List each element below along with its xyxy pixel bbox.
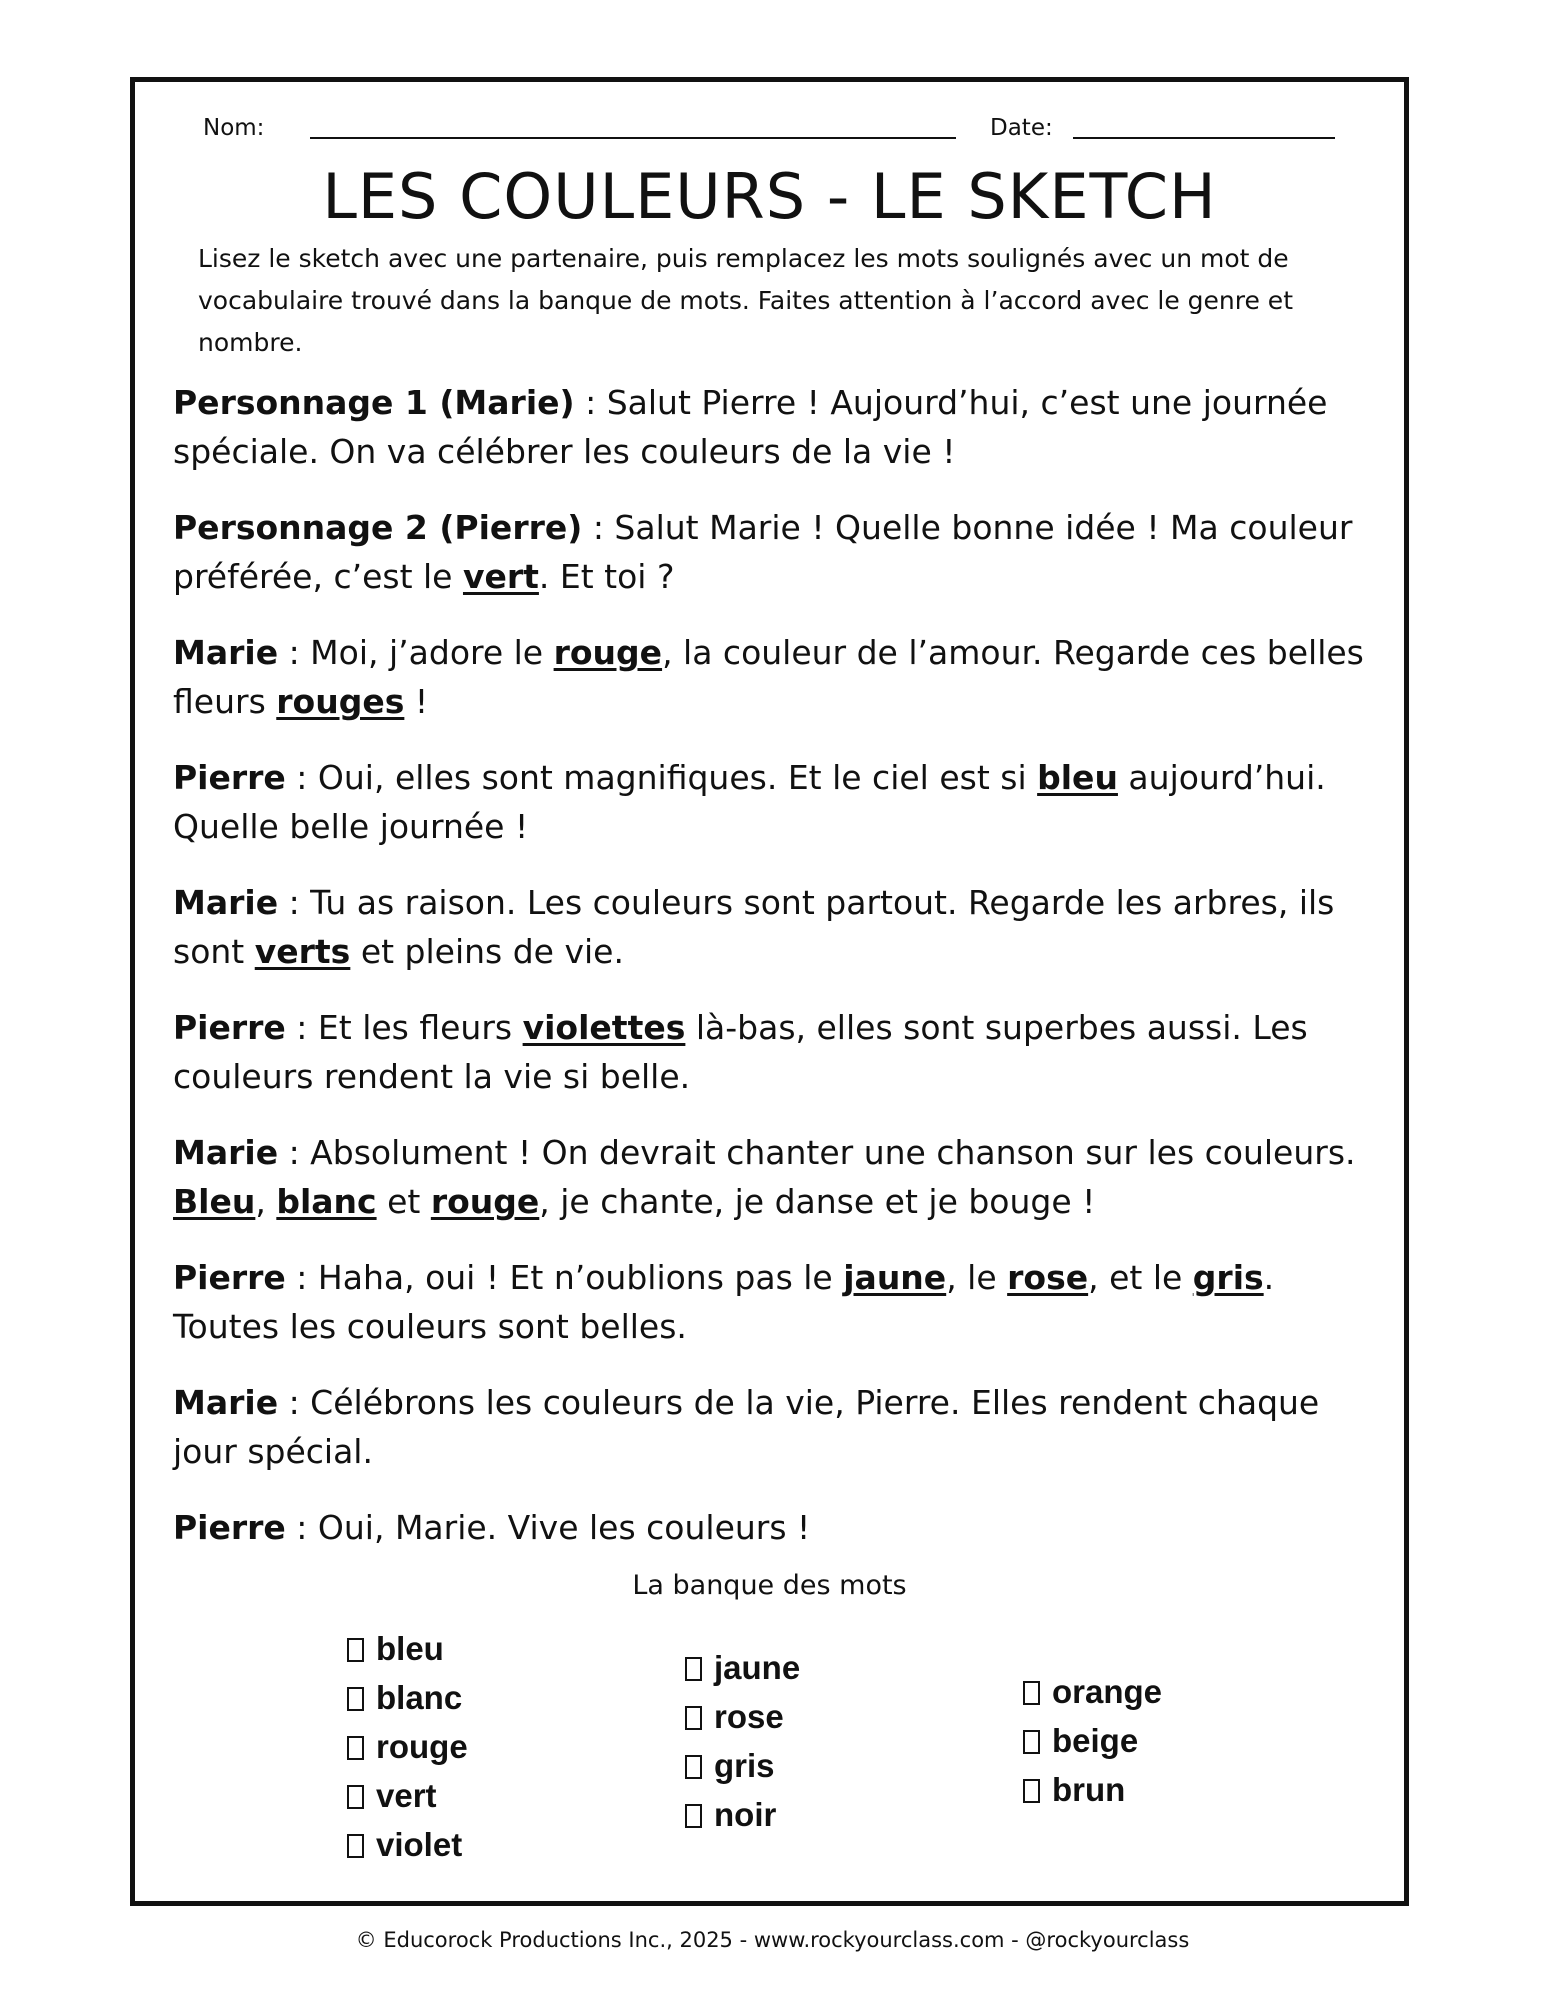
date-field[interactable] (1073, 137, 1335, 139)
checkbox-icon[interactable] (347, 1785, 364, 1809)
word-bank-word: blanc (376, 1679, 463, 1716)
word-bank-title: La banque des mots (632, 1570, 907, 1601)
dialogue-text: : Salut Pierre ! Aujourd’hui, c’est une journée spéciale. On va célébrer les couleurs de la vie ! (173, 383, 1328, 471)
underlined-word: violettes (522, 1008, 686, 1047)
underlined-word: rouge (553, 633, 663, 672)
speaker-name: Pierre (173, 1008, 286, 1047)
word-bank-item[interactable] (685, 1643, 800, 1692)
underlined-word: gris (1192, 1258, 1264, 1297)
dialogue-text: , et le (1088, 1258, 1193, 1297)
underlined-word: jaune (843, 1258, 947, 1297)
word-bank-word: beige (1052, 1722, 1139, 1759)
word-bank-item[interactable] (347, 1673, 468, 1722)
dialogue-text: : Moi, j’adore le (278, 633, 554, 672)
word-bank-item[interactable] (347, 1722, 468, 1771)
word-bank-column-3 (1023, 1667, 1162, 1814)
dialogue-line (173, 1378, 1383, 1476)
word-bank-word: vert (376, 1777, 437, 1814)
dialogue-text: , le (946, 1258, 1008, 1297)
word-bank-column-1 (347, 1624, 468, 1869)
dialogue-text: et pleins de vie. (350, 932, 624, 971)
dialogue-text: , la couleur de l’amour. Regarde ces belles fleurs (173, 633, 1364, 721)
word-bank-word: gris (714, 1747, 775, 1784)
dialogue-text: là-bas, elles sont superbes aussi. Les couleurs rendent la vie si belle. (173, 1008, 1308, 1096)
speaker-name: Marie (173, 633, 279, 672)
word-bank-item[interactable] (347, 1771, 468, 1820)
dialogue-text: ! (404, 682, 429, 721)
dialogue-line (173, 1003, 1383, 1101)
dialogue-line (173, 878, 1383, 976)
checkbox-icon[interactable] (685, 1804, 702, 1828)
dialogue-line (173, 628, 1383, 726)
date-label: Date: (990, 115, 1053, 141)
name-field[interactable] (310, 137, 956, 139)
checkbox-icon[interactable] (1023, 1730, 1040, 1754)
word-bank-item[interactable] (685, 1741, 800, 1790)
checkbox-icon[interactable] (347, 1736, 364, 1760)
checkbox-icon[interactable] (347, 1638, 364, 1662)
word-bank-word: bleu (376, 1630, 444, 1667)
underlined-word: vert (462, 557, 539, 596)
speaker-name: Personnage 1 (Marie) (173, 383, 575, 422)
dialogue-text: et (376, 1182, 431, 1221)
word-bank-word: rouge (376, 1728, 468, 1765)
dialogue-text: . Et toi ? (538, 557, 675, 596)
word-bank-item[interactable] (1023, 1716, 1162, 1765)
dialogue-text: , (255, 1182, 277, 1221)
word-bank-item[interactable] (1023, 1667, 1162, 1716)
dialogue-text: . Toutes les couleurs sont belles. (173, 1258, 1275, 1346)
dialogue-text: : Oui, Marie. Vive les couleurs ! (285, 1508, 811, 1547)
word-bank-word: orange (1052, 1673, 1163, 1710)
word-bank-item[interactable] (1023, 1765, 1162, 1814)
word-bank-column-2 (685, 1643, 800, 1839)
underlined-word: Bleu (173, 1182, 256, 1221)
word-bank-word: jaune (714, 1649, 801, 1686)
dialogue-line (173, 378, 1383, 476)
dialogue-line (173, 1253, 1383, 1351)
dialogue-line (173, 753, 1383, 851)
speaker-name: Pierre (173, 758, 286, 797)
underlined-word: verts (254, 932, 351, 971)
word-bank-item[interactable] (685, 1692, 800, 1741)
instructions: Lisez le sketch avec une partenaire, puis remplacez les mots soulignés avec un mot de vocabulaire trouvé dans la banque de mots. Faites attention à l’accord avec le genre et nombre. (198, 244, 1293, 357)
word-bank-item[interactable] (685, 1790, 800, 1839)
underlined-word: rose (1007, 1258, 1089, 1297)
dialogue-text: : Célébrons les couleurs de la vie, Pierre. Elles rendent chaque jour spécial. (173, 1383, 1320, 1471)
footer: © Educorock Productions Inc., 2025 - www.rockyourclass.com - @rockyourclass (355, 1928, 1190, 1952)
speaker-name: Marie (173, 883, 279, 922)
page-title: LES COULEURS - LE SKETCH (322, 160, 1217, 233)
dialogue-line (173, 503, 1383, 601)
underlined-word: blanc (276, 1182, 377, 1221)
word-bank-word: violet (376, 1826, 463, 1863)
speaker-name: Marie (173, 1383, 279, 1422)
dialogue-text: : Et les fleurs (285, 1008, 523, 1047)
dialogue-text: : Oui, elles sont magnifiques. Et le ciel est si (285, 758, 1038, 797)
dialogue-line (173, 1128, 1383, 1226)
dialogue-text: : Salut Marie ! Quelle bonne idée ! Ma couleur préférée, c’est le (173, 508, 1353, 596)
checkbox-icon[interactable] (1023, 1681, 1040, 1705)
checkbox-icon[interactable] (685, 1657, 702, 1681)
checkbox-icon[interactable] (347, 1834, 364, 1858)
underlined-word: bleu (1037, 758, 1118, 797)
speaker-name: Marie (173, 1133, 279, 1172)
word-bank-word: rose (714, 1698, 784, 1735)
word-bank-word: brun (1052, 1771, 1126, 1808)
checkbox-icon[interactable] (685, 1755, 702, 1779)
dialogue (173, 378, 1383, 1579)
speaker-name: Personnage 2 (Pierre) (173, 508, 583, 547)
checkbox-icon[interactable] (347, 1687, 364, 1711)
underlined-word: rouge (430, 1182, 540, 1221)
word-bank-word: noir (714, 1796, 777, 1833)
dialogue-text: : Tu as raison. Les couleurs sont partout. Regarde les arbres, ils sont (173, 883, 1335, 971)
speaker-name: Pierre (173, 1508, 286, 1547)
dialogue-text: aujourd’hui. Quelle belle journée ! (173, 758, 1326, 846)
word-bank-item[interactable] (347, 1820, 468, 1869)
name-label: Nom: (203, 115, 265, 141)
speaker-name: Pierre (173, 1258, 286, 1297)
checkbox-icon[interactable] (685, 1706, 702, 1730)
dialogue-text: , je chante, je danse et je bouge ! (539, 1182, 1096, 1221)
dialogue-line (173, 1503, 1383, 1552)
checkbox-icon[interactable] (1023, 1779, 1040, 1803)
word-bank-item[interactable] (347, 1624, 468, 1673)
underlined-word: rouges (276, 682, 405, 721)
dialogue-text: : Haha, oui ! Et n’oublions pas le (285, 1258, 844, 1297)
dialogue-text: : Absolument ! On devrait chanter une chanson sur les couleurs. (278, 1133, 1356, 1172)
